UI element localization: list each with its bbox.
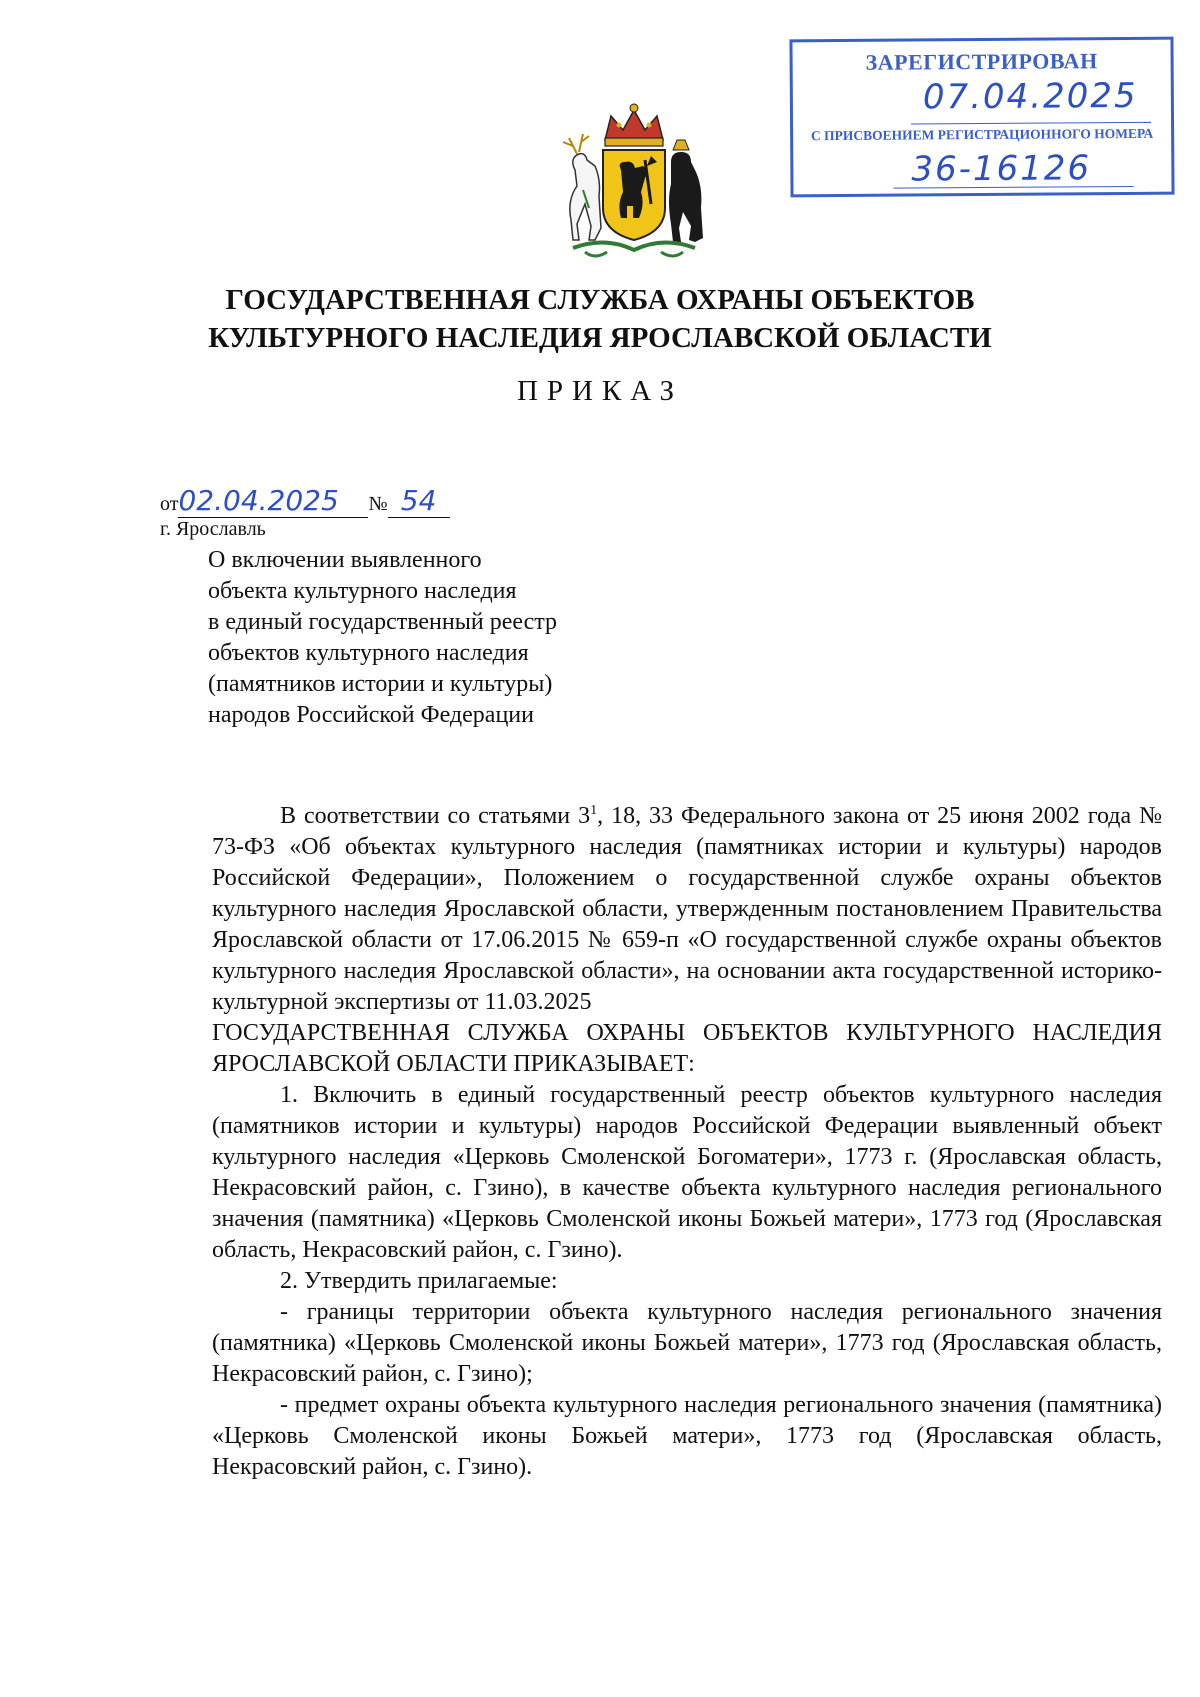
item-2-paragraph: 2. Утвердить прилагаемые: xyxy=(280,1268,558,1294)
order-number: 54 xyxy=(388,484,450,518)
subject-line: народов Российской Федерации xyxy=(208,702,534,728)
order-date: 02.04.2025 xyxy=(178,484,368,518)
agency-title-line-2: КУЛЬТУРНОГО НАСЛЕДИЯ ЯРОСЛАВСКОЙ ОБЛАСТИ xyxy=(208,322,992,354)
order-date-number xyxy=(160,484,450,518)
stamp-title: ЗАРЕГИСТРИРОВАН xyxy=(865,48,1098,75)
item-2-boundaries: - границы территории объекта культурного наследия регионального значения (памятника) «Церковь Смоленской иконы Божьей матери», 1773 год (Ярославская область, Некрасовский район, с. Гзино); xyxy=(212,1299,1162,1387)
order-subject xyxy=(208,545,557,731)
subject-line: объектов культурного наследия xyxy=(208,640,529,666)
subject-line: в единый государственный реестр xyxy=(208,609,558,635)
subject-line: (памятников истории и культуры) xyxy=(208,671,553,697)
order-city: г. Ярославль xyxy=(160,518,266,540)
subject-line: О включении выявленного xyxy=(208,547,482,573)
stamp-number: 36-16126 xyxy=(911,148,1092,190)
registration-stamp xyxy=(789,37,1174,198)
item-1-paragraph: 1. Включить в единый государственный реестр объектов культурного наследия (памятников истории и культуры) народов Российской Федерации выявленный объект культурного наследия «Церковь Смоленской Богоматери», 1773 г. (Ярославская область, Некрасовский район, с. Гзино), в качестве объекта культурного наследия регионального значения (памятника) «Церковь Смоленской иконы Божьей матери», 1773 год (Ярославская область, Некрасовский район, с. Гзино). xyxy=(212,1082,1162,1263)
item-2-protection-subject: - предмет охраны объекта культурного наследия регионального значения (памятника) «Церковь Смоленской иконы Божьей матери», 1773 год (Ярославская область, Некрасовский район, с. Гзино). xyxy=(212,1392,1162,1480)
number-label: № xyxy=(368,493,388,515)
coat-of-arms-icon xyxy=(555,100,713,272)
preamble-paragraph: В соответствии со статьями $3^1$, 18, 33 Федерального закона от 25 июня 2002 года № 73-ФЗ «Об объектах культурного наследия (памятниках истории и культуры) народов Российской Федерации», Положением о государственной службе охраны объектов культурного наследия Ярославской области, утвержденным постановлением Правительства Ярославской области от 17.06.2015 № 659-п «О государственной службе охраны объектов культурного наследия Ярославской области», на основании акта государственной историко-культурной экспертизы от 11.03.2025 xyxy=(212,803,1163,1015)
decree-heading: ГОСУДАРСТВЕННАЯ СЛУЖБА ОХРАНЫ ОБЪЕКТОВ КУЛЬТУРНОГО НАСЛЕДИЯ ЯРОСЛАВСКОЙ ОБЛАСТИ ПРИКАЗЫВАЕТ: xyxy=(212,1020,1162,1077)
from-label: от xyxy=(160,493,179,515)
order-body xyxy=(212,795,1162,1483)
document-type: ПРИКАЗ xyxy=(516,375,684,407)
agency-title-line-1: ГОСУДАРСТВЕННАЯ СЛУЖБА ОХРАНЫ ОБЪЕКТОВ xyxy=(225,284,975,316)
stamp-date: 07.04.2025 xyxy=(922,75,1138,118)
subject-line: объекта культурного наследия xyxy=(208,578,517,604)
stamp-subtitle: С ПРИСВОЕНИЕМ РЕГИСТРАЦИОННОГО НОМЕРА xyxy=(810,125,1154,144)
